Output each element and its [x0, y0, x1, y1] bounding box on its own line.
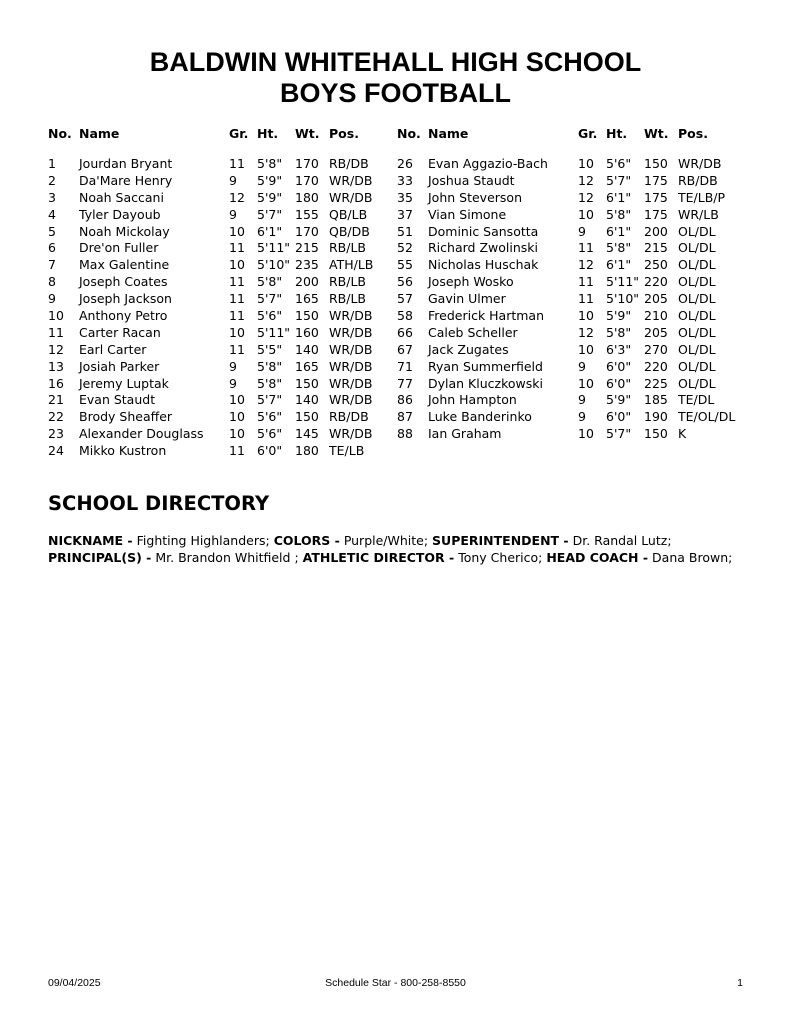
cell-pos: TE/DL [678, 392, 715, 408]
cell-pos: ATH/LB [329, 257, 374, 273]
school-directory [48, 532, 748, 566]
cell-pos: OL/DL [678, 341, 716, 357]
cell-pos: WR/DB [678, 156, 722, 171]
cell-wt: 190 [644, 409, 668, 425]
column-header-no: No. [397, 126, 421, 141]
cell-name: Nicholas Huschak [428, 257, 539, 273]
cell-pos: OL/DL [678, 358, 716, 374]
column-header-wt: Wt. [295, 126, 320, 141]
athletic-director-value: Tony Cherico; [458, 550, 543, 565]
cell-wt: 170 [295, 172, 319, 188]
cell-ht: 5'5" [257, 341, 283, 357]
cell-no: 6 [48, 240, 56, 256]
cell-ht: 5'10" [606, 291, 640, 307]
cell-gr: 12 [229, 189, 245, 205]
cell-ht: 5'8" [606, 240, 632, 256]
cell-wt: 200 [295, 274, 319, 290]
cell-gr: 11 [229, 291, 245, 307]
superintendent-label: SUPERINTENDENT - [432, 533, 569, 548]
column-header-pos: Pos. [678, 126, 708, 141]
cell-pos: WR/DB [329, 358, 373, 374]
column-header-ht: Ht. [257, 126, 279, 141]
cell-wt: 250 [644, 257, 668, 273]
cell-wt: 180 [295, 189, 319, 205]
cell-name: Joseph Coates [79, 274, 168, 290]
cell-pos: RB/LB [329, 291, 367, 307]
cell-no: 2 [48, 172, 56, 188]
cell-wt: 270 [644, 341, 668, 357]
cell-no: 16 [48, 375, 64, 391]
cell-no: 67 [397, 341, 413, 357]
cell-no: 13 [48, 358, 64, 374]
cell-wt: 155 [295, 206, 319, 222]
cell-pos: WR/DB [329, 392, 373, 408]
cell-name: Tyler Dayoub [79, 206, 161, 222]
cell-ht: 6'3" [606, 341, 632, 357]
cell-ht: 5'6" [257, 308, 283, 324]
cell-ht: 6'1" [257, 223, 283, 239]
cell-ht: 5'7" [257, 291, 283, 307]
cell-pos: WR/DB [329, 341, 373, 357]
cell-pos: QB/LB [329, 206, 368, 222]
cell-pos: TE/OL/DL [678, 409, 736, 425]
cell-pos: OL/DL [678, 308, 716, 324]
cell-no: 21 [48, 392, 64, 408]
cell-ht: 5'8" [257, 375, 283, 391]
cell-ht: 6'0" [606, 358, 632, 374]
cell-name: Carter Racan [79, 324, 161, 340]
nickname-label: NICKNAME - [48, 533, 133, 548]
footer-publisher: Schedule Star - 800-258-8550 [325, 977, 466, 989]
cell-no: 87 [397, 409, 413, 425]
cell-pos: OL/DL [678, 223, 716, 239]
page-subtitle: BOYS FOOTBALL [280, 78, 511, 108]
cell-wt: 175 [644, 172, 668, 188]
cell-gr: 11 [229, 156, 245, 171]
cell-name: Caleb Scheller [428, 324, 518, 340]
cell-name: Dre'on Fuller [79, 240, 159, 256]
cell-pos: QB/DB [329, 223, 370, 239]
cell-pos: RB/LB [329, 274, 367, 290]
cell-no: 9 [48, 291, 56, 307]
cell-no: 1 [48, 156, 56, 171]
cell-no: 33 [397, 172, 413, 188]
cell-name: Mikko Kustron [79, 443, 167, 459]
cell-wt: 215 [295, 240, 319, 256]
cell-wt: 150 [295, 375, 319, 391]
cell-name: Gavin Ulmer [428, 291, 506, 307]
cell-wt: 205 [644, 291, 668, 307]
column-header-gr: Gr. [229, 126, 249, 141]
cell-wt: 170 [295, 156, 319, 171]
cell-ht: 5'6" [606, 156, 632, 171]
directory-heading: SCHOOL DIRECTORY [48, 492, 270, 515]
cell-no: 24 [48, 443, 64, 459]
footer-page-number: 1 [737, 977, 743, 989]
cell-gr: 10 [229, 392, 245, 408]
cell-name: Joseph Jackson [79, 291, 172, 307]
cell-name: Da'Mare Henry [79, 172, 173, 188]
cell-wt: 225 [644, 375, 668, 391]
cell-name: Brody Sheaffer [79, 409, 173, 425]
cell-no: 57 [397, 291, 413, 307]
cell-no: 8 [48, 274, 56, 290]
cell-no: 51 [397, 223, 413, 239]
cell-pos: OL/DL [678, 375, 716, 391]
cell-pos: OL/DL [678, 291, 716, 307]
cell-ht: 6'0" [606, 409, 632, 425]
cell-no: 37 [397, 206, 413, 222]
cell-name: Anthony Petro [79, 308, 168, 324]
cell-no: 77 [397, 375, 413, 391]
cell-no: 35 [397, 189, 413, 205]
cell-ht: 5'6" [257, 409, 283, 425]
cell-name: Dominic Sansotta [428, 223, 539, 239]
cell-wt: 210 [644, 308, 668, 324]
cell-name: Noah Mickolay [79, 223, 170, 239]
cell-gr: 10 [229, 409, 245, 425]
cell-pos: TE/LB [329, 443, 365, 459]
cell-no: 10 [48, 308, 64, 324]
cell-ht: 6'1" [606, 257, 632, 273]
cell-gr: 10 [229, 426, 245, 442]
cell-name: Max Galentine [79, 257, 170, 273]
cell-no: 23 [48, 426, 64, 442]
cell-ht: 5'8" [257, 156, 283, 171]
principal-label: PRINCIPAL(S) - [48, 550, 152, 565]
cell-wt: 235 [295, 257, 319, 273]
cell-gr: 10 [229, 257, 245, 273]
column-header-gr: Gr. [578, 126, 598, 141]
cell-no: 22 [48, 409, 64, 425]
cell-ht: 5'8" [606, 206, 632, 222]
cell-no: 88 [397, 426, 413, 442]
cell-wt: 180 [295, 443, 319, 459]
cell-wt: 140 [295, 392, 319, 408]
column-header-ht: Ht. [606, 126, 628, 141]
colors-value: Purple/White; [343, 533, 429, 548]
cell-pos: RB/LB [329, 240, 367, 256]
cell-no: 12 [48, 341, 64, 357]
cell-ht: 5'6" [257, 426, 283, 442]
cell-ht: 5'11" [606, 274, 640, 290]
cell-name: Richard Zwolinski [428, 240, 538, 256]
cell-ht: 5'7" [257, 206, 283, 222]
cell-name: John Steverson [428, 189, 522, 205]
cell-no: 5 [48, 223, 56, 239]
cell-gr: 10 [578, 426, 594, 442]
cell-wt: 215 [644, 240, 668, 256]
colors-label: COLORS - [273, 533, 340, 548]
cell-pos: TE/LB/P [678, 189, 726, 205]
cell-pos: OL/DL [678, 240, 716, 256]
cell-ht: 5'9" [606, 308, 632, 324]
cell-gr: 12 [578, 189, 594, 205]
column-header-wt: Wt. [644, 126, 669, 141]
head-coach-value: Dana Brown; [652, 550, 733, 565]
nickname-value: Fighting Highlanders; [136, 533, 270, 548]
cell-gr: 11 [229, 443, 245, 459]
cell-ht: 6'1" [606, 223, 632, 239]
cell-gr: 9 [578, 358, 586, 374]
head-coach-label: HEAD COACH - [546, 550, 649, 565]
cell-gr: 9 [578, 409, 586, 425]
cell-pos: WR/DB [329, 308, 373, 324]
cell-gr: 10 [578, 156, 594, 171]
cell-pos: WR/DB [329, 375, 373, 391]
cell-name: Jack Zugates [428, 341, 509, 357]
cell-wt: 175 [644, 189, 668, 205]
cell-gr: 11 [578, 291, 594, 307]
column-header-pos: Pos. [329, 126, 359, 141]
cell-gr: 9 [229, 375, 237, 391]
cell-wt: 185 [644, 392, 668, 408]
cell-wt: 160 [295, 324, 319, 340]
cell-ht: 5'7" [257, 392, 283, 408]
cell-ht: 5'11" [257, 240, 291, 256]
cell-wt: 145 [295, 426, 319, 442]
cell-no: 66 [397, 324, 413, 340]
cell-ht: 5'7" [606, 172, 632, 188]
cell-wt: 205 [644, 324, 668, 340]
cell-name: Ian Graham [428, 426, 502, 442]
cell-name: Earl Carter [79, 341, 147, 357]
cell-pos: OL/DL [678, 324, 716, 340]
cell-pos: WR/DB [329, 426, 373, 442]
cell-name: Jourdan Bryant [79, 156, 173, 171]
athletic-director-label: ATHLETIC DIRECTOR - [302, 550, 455, 565]
cell-gr: 9 [229, 206, 237, 222]
cell-no: 11 [48, 324, 64, 340]
cell-wt: 220 [644, 358, 668, 374]
column-header-name: Name [79, 126, 120, 141]
superintendent-value: Dr. Randal Lutz; [572, 533, 672, 548]
cell-gr: 11 [229, 308, 245, 324]
cell-ht: 5'8" [606, 324, 632, 340]
column-header-no: No. [48, 126, 72, 141]
cell-gr: 11 [229, 274, 245, 290]
cell-no: 55 [397, 257, 413, 273]
cell-wt: 165 [295, 358, 319, 374]
cell-pos: RB/DB [678, 172, 718, 188]
cell-ht: 5'9" [257, 172, 283, 188]
cell-gr: 10 [578, 375, 594, 391]
cell-no: 56 [397, 274, 413, 290]
cell-ht: 6'0" [606, 375, 632, 391]
cell-no: 86 [397, 392, 413, 408]
cell-ht: 6'0" [257, 443, 283, 459]
footer-date: 09/04/2025 [48, 977, 101, 989]
cell-no: 7 [48, 257, 56, 273]
cell-gr: 10 [229, 324, 245, 340]
column-header-name: Name [428, 126, 469, 141]
cell-no: 71 [397, 358, 413, 374]
cell-name: Luke Banderinko [428, 409, 532, 425]
cell-gr: 10 [229, 223, 245, 239]
cell-wt: 140 [295, 341, 319, 357]
cell-ht: 5'8" [257, 358, 283, 374]
cell-gr: 12 [578, 172, 594, 188]
cell-pos: WR/LB [678, 206, 719, 222]
cell-name: Ryan Summerfield [428, 358, 543, 374]
cell-gr: 11 [578, 274, 594, 290]
cell-no: 3 [48, 189, 56, 205]
cell-gr: 11 [229, 341, 245, 357]
cell-name: Vian Simone [428, 206, 507, 222]
cell-pos: WR/DB [329, 324, 373, 340]
page-title: BALDWIN WHITEHALL HIGH SCHOOL [149, 47, 642, 77]
cell-gr: 12 [578, 324, 594, 340]
cell-pos: K [678, 426, 687, 442]
cell-gr: 9 [578, 223, 586, 239]
cell-pos: WR/DB [329, 189, 373, 205]
cell-ht: 5'11" [257, 324, 291, 340]
cell-name: Jeremy Luptak [79, 375, 169, 391]
cell-wt: 175 [644, 206, 668, 222]
cell-gr: 9 [229, 358, 237, 374]
cell-gr: 9 [578, 392, 586, 408]
cell-wt: 150 [644, 426, 668, 442]
cell-wt: 150 [644, 156, 668, 171]
cell-ht: 5'10" [257, 257, 291, 273]
cell-name: Josiah Parker [79, 358, 160, 374]
cell-gr: 12 [578, 257, 594, 273]
cell-gr: 10 [578, 308, 594, 324]
cell-name: Joshua Staudt [428, 172, 515, 188]
cell-gr: 10 [578, 206, 594, 222]
cell-wt: 200 [644, 223, 668, 239]
cell-name: Joseph Wosko [428, 274, 514, 290]
cell-name: John Hampton [428, 392, 517, 408]
cell-wt: 150 [295, 308, 319, 324]
cell-pos: OL/DL [678, 274, 716, 290]
cell-gr: 9 [229, 172, 237, 188]
cell-ht: 6'1" [606, 189, 632, 205]
cell-name: Dylan Kluczkowski [428, 375, 543, 391]
cell-name: Noah Saccani [79, 189, 164, 205]
cell-wt: 220 [644, 274, 668, 290]
cell-pos: WR/DB [329, 172, 373, 188]
cell-name: Evan Aggazio-Bach [428, 156, 548, 171]
cell-name: Evan Staudt [79, 392, 156, 408]
cell-name: Frederick Hartman [428, 308, 545, 324]
cell-name: Alexander Douglass [79, 426, 204, 442]
cell-no: 4 [48, 206, 56, 222]
cell-ht: 5'9" [606, 392, 632, 408]
cell-gr: 11 [578, 240, 594, 256]
cell-ht: 5'7" [606, 426, 632, 442]
cell-ht: 5'9" [257, 189, 283, 205]
cell-wt: 165 [295, 291, 319, 307]
cell-wt: 170 [295, 223, 319, 239]
cell-pos: RB/DB [329, 409, 369, 425]
principal-value: Mr. Brandon Whitfield ; [155, 550, 299, 565]
cell-wt: 150 [295, 409, 319, 425]
cell-gr: 10 [578, 341, 594, 357]
cell-no: 26 [397, 156, 413, 171]
cell-ht: 5'8" [257, 274, 283, 290]
cell-gr: 11 [229, 240, 245, 256]
cell-pos: RB/DB [329, 156, 369, 171]
cell-pos: OL/DL [678, 257, 716, 273]
cell-no: 58 [397, 308, 413, 324]
cell-no: 52 [397, 240, 413, 256]
